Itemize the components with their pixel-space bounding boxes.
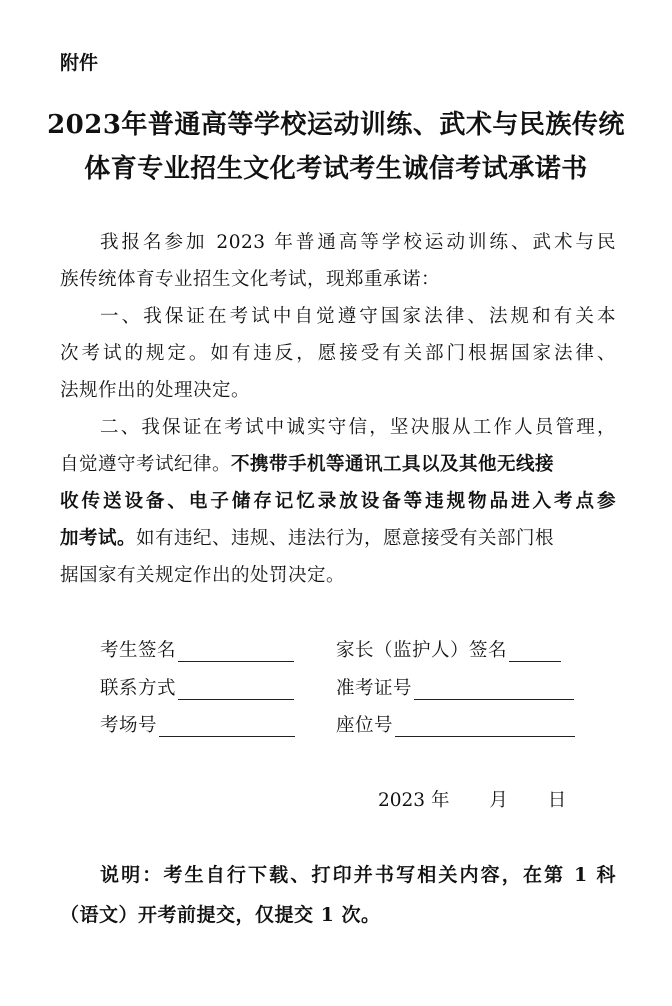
admission-number-field[interactable] [336,674,574,700]
body-paragraph-3-line-2 [60,450,616,476]
contact-field[interactable] [100,674,294,700]
body-paragraph-1-line-1: 我报名参加 2023 年普通高等学校运动训练、武术与民 [100,232,616,253]
date-day: 日 [547,790,567,811]
body-paragraph-2-line-1: 一、我保证在考试中自觉遵守国家法律、法规和有关本 [100,306,616,327]
contact-line[interactable] [178,681,294,700]
seat-number-field[interactable] [336,711,575,737]
date-line [378,786,566,812]
admission-number-label: 准考证号 [336,678,413,699]
attachment-label: 附件 [60,52,99,74]
contact-label: 联系方式 [100,678,177,699]
body-paragraph-3-line-5: 据国家有关规定作出的处罚决定。 [60,565,346,586]
document-title-line-2: 体育专业招生文化考试考生诚信考试承诺书 [84,154,588,184]
admission-number-line[interactable] [414,681,574,700]
body-paragraph-3-line-4 [60,524,616,550]
date-year: 2023 年 [378,790,450,811]
seat-number-line[interactable] [395,718,575,737]
prohibited-items-text: 不携带手机等通讯工具以及其他无线接 [231,454,555,475]
body-paragraph-2-line-2: 次考试的规定。如有违反，愿接受有关部门根据国家法律、 [60,343,616,364]
exam-room-line[interactable] [159,718,295,737]
document-title-line-1: 2023年普通高等学校运动训练、武术与民族传统 [47,110,625,140]
exam-room-field[interactable] [100,711,295,737]
seat-number-label: 座位号 [336,715,394,736]
date-month: 月 [489,790,508,811]
candidate-signature-label: 考生签名 [100,640,177,661]
note-line-2: （语文）开考前提交，仅提交 1 次。 [60,904,381,926]
guardian-signature-line[interactable] [509,643,561,662]
discipline-text: 自觉遵守考试纪律。 [60,454,232,475]
prohibited-items-end: 加考试。 [60,528,137,549]
body-paragraph-3-line-3: 收传送设备、电子储存记忆录放设备等违规物品进入考点参 [60,491,616,512]
candidate-signature-field[interactable] [100,636,294,662]
exam-room-label: 考场号 [100,715,158,736]
violation-text: 如有违纪、违规、违法行为，愿意接受有关部门根 [136,528,555,549]
body-paragraph-3-line-1: 二、我保证在考试中诚实守信，坚决服从工作人员管理， [100,417,616,438]
candidate-signature-line[interactable] [178,643,294,662]
body-paragraph-1-line-2: 族传统体育专业招生文化考试，现郑重承诺： [60,269,441,290]
body-paragraph-2-line-3: 法规作出的处理决定。 [60,380,251,401]
guardian-signature-label: 家长（监护人）签名 [336,640,508,661]
note-line-1: 说明：考生自行下载、打印并书写相关内容，在第 1 科 [100,864,616,886]
guardian-signature-field[interactable] [336,636,561,662]
